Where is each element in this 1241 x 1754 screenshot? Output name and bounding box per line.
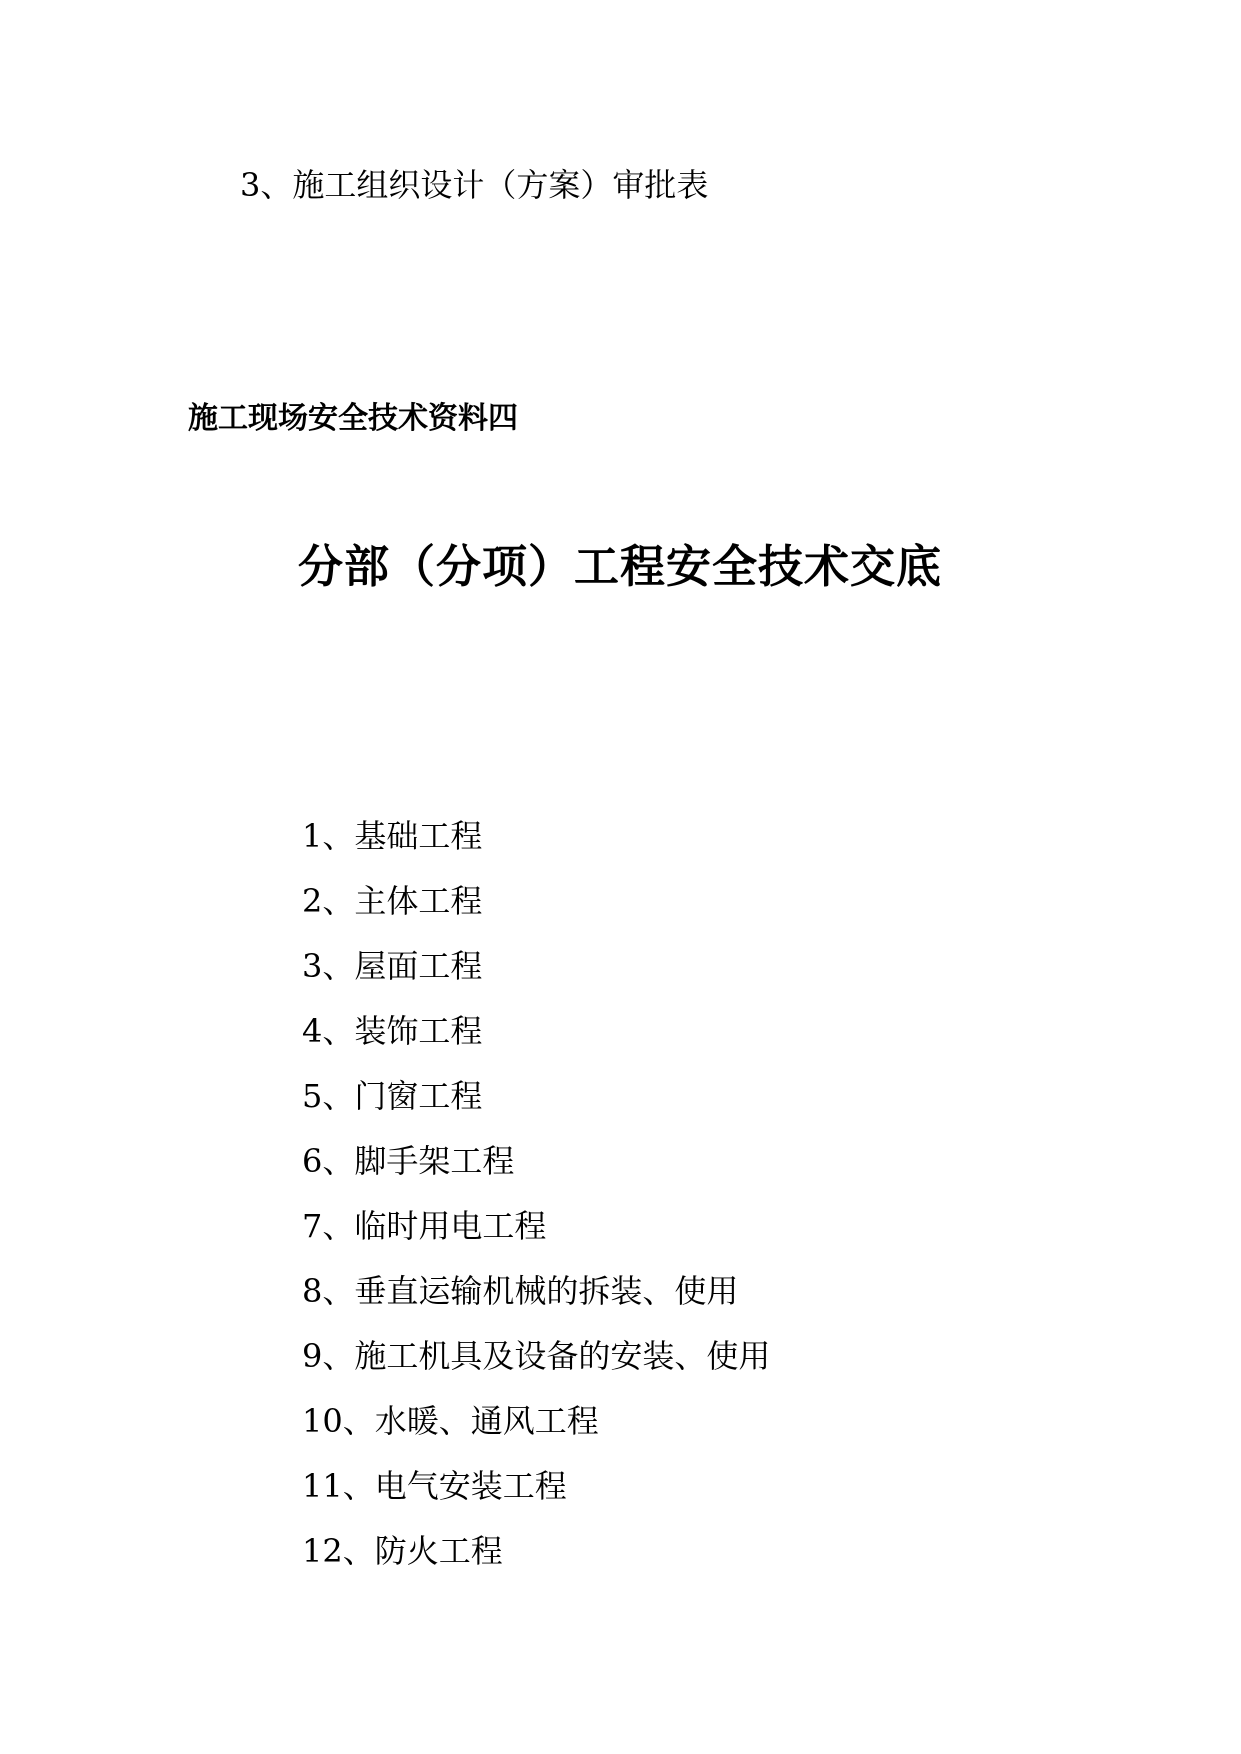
section-label: 施工现场安全技术资料四 xyxy=(188,401,518,436)
list-item: 2、主体工程 xyxy=(302,882,483,920)
list-item: 6、脚手架工程 xyxy=(302,1142,515,1180)
list-item: 3、屋面工程 xyxy=(302,947,483,985)
list-item: 1、基础工程 xyxy=(302,817,483,855)
list-item: 5、门窗工程 xyxy=(302,1077,483,1115)
list-item: 7、临时用电工程 xyxy=(302,1207,547,1245)
list-item: 12、防火工程 xyxy=(302,1532,503,1570)
contents-list xyxy=(302,814,770,1594)
list-item: 8、垂直运输机械的拆装、使用 xyxy=(302,1272,739,1310)
approval-form-item: 3、施工组织设计（方案）审批表 xyxy=(240,166,709,204)
list-item: 10、水暖、通风工程 xyxy=(302,1402,599,1440)
list-item: 4、装饰工程 xyxy=(302,1012,483,1050)
page-title: 分部（分项）工程安全技术交底 xyxy=(298,540,943,593)
list-item: 9、施工机具及设备的安装、使用 xyxy=(302,1337,771,1375)
list-item: 11、电气安装工程 xyxy=(302,1467,567,1505)
